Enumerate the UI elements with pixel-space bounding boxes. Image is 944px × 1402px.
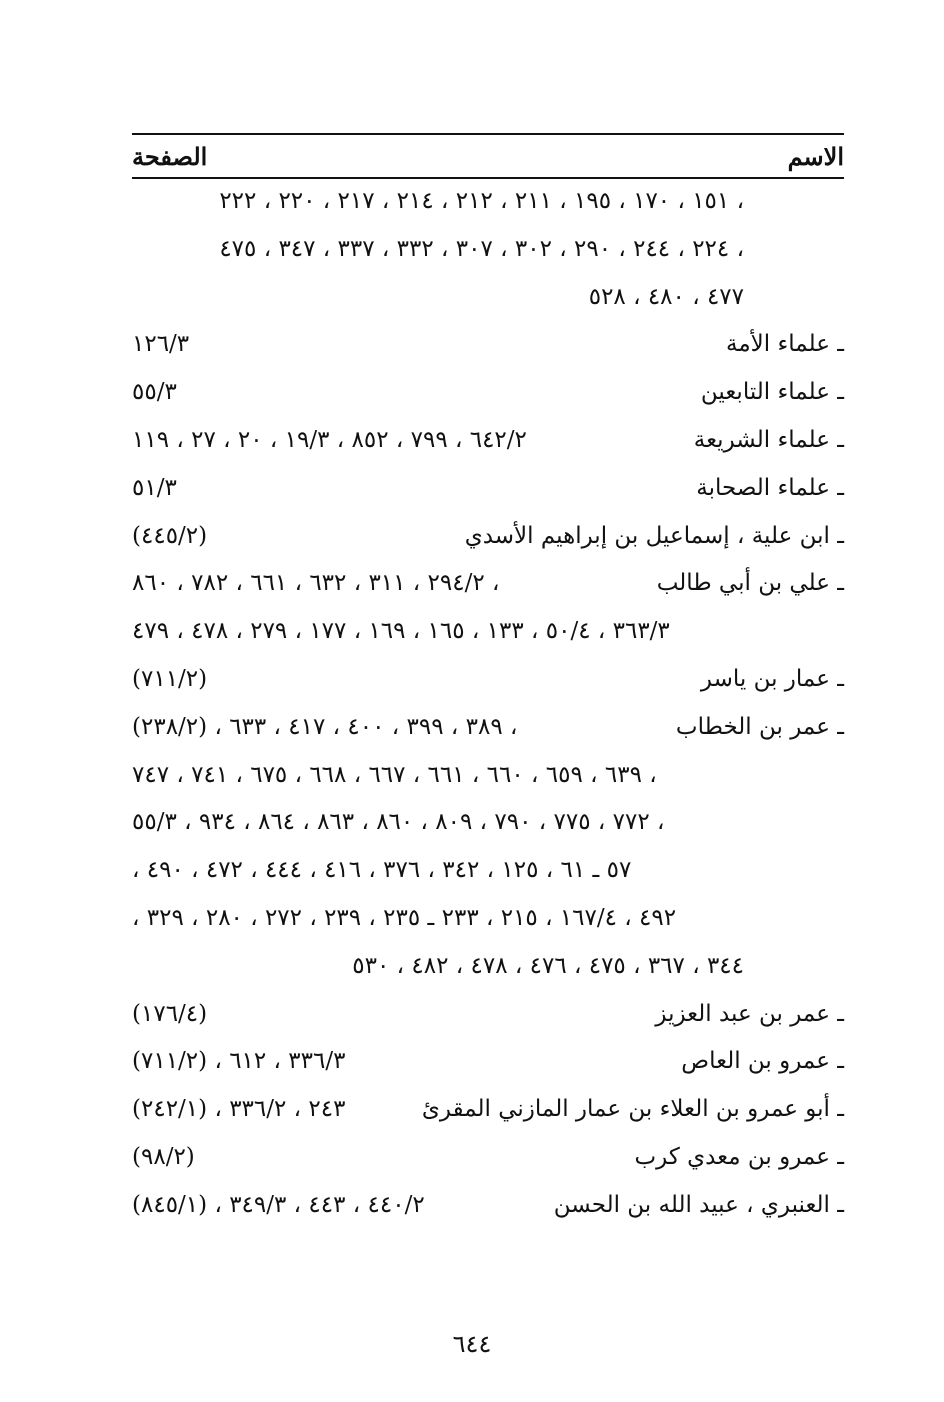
entry-pages: (٨٤٥/١) ، ٤٤٠/٢ ، ٤٤٣ ، ٣٤٩/٣ <box>132 1192 425 1218</box>
entry-pages: ٦٤٢/٢ ، ٧٩٩ ، ٨٥٢ ، ١٩/٣ ، ٢٠ ، ٢٧ ، ١١٩ <box>132 427 527 453</box>
entry-pages: ٥٧ ـ ٦١ ، ١٢٥ ، ٣٤٢ ، ٣٧٦ ، ٤١٦ ، ٤٤٤ ، ٤٧٢ ، ٤٩٠ ، <box>132 857 632 883</box>
entry-name: ـ عمار بن ياسر <box>700 666 844 692</box>
entry-pages: ٧٧٢ ، ٧٧٥ ، ٧٩٠ ، ٨٠٩ ، ٨٦٠ ، ٨٦٣ ، ٨٦٤ ، ٩٣٤ ، ٥٥/٣ ، <box>132 809 665 835</box>
entry-pages: (٧١١/٢) ، ٣٣٦/٣ ، ٦١٢ <box>132 1048 346 1074</box>
index-line <box>132 949 844 989</box>
entry-pages: (١٧٦/٤) <box>132 1001 208 1027</box>
index-line <box>132 327 844 367</box>
entry-pages: ٦٣٩ ، ٦٥٩ ، ٦٦٠ ، ٦٦١ ، ٦٦٧ ، ٦٦٨ ، ٦٧٥ ، ٧٤١ ، ٧٤٧ ، <box>132 762 657 788</box>
entry-name: ـ ابن علية ، إسماعيل بن إبراهيم الأسدي <box>464 523 844 549</box>
page-column-label: الصفحة <box>132 142 208 171</box>
index-line <box>132 423 844 463</box>
index-line <box>132 997 844 1037</box>
entry-pages: ٢٢٤ ، ٢٤٤ ، ٢٩٠ ، ٣٠٢ ، ٣٠٧ ، ٣٣٢ ، ٣٣٧ ، ٣٤٧ ، ٤٧٥ ، <box>219 236 744 262</box>
entry-pages: ٢٩٤/٢ ، ٣١١ ، ٦٣٢ ، ٦٦١ ، ٧٨٢ ، ٨٦٠ ، <box>132 570 500 596</box>
entry-name: ـ عمر بن عبد العزيز <box>655 1001 844 1027</box>
entry-pages: ١٥١ ، ١٧٠ ، ١٩٥ ، ٢١١ ، ٢١٢ ، ٢١٤ ، ٢١٧ ، ٢٢٠ ، ٢٢٢ ، <box>219 188 744 214</box>
index-line <box>132 853 844 893</box>
entry-name: ـ علماء التابعين <box>700 379 844 405</box>
index-line <box>132 1044 844 1084</box>
index-line <box>132 232 844 272</box>
entry-pages: ١٢٦/٣ <box>132 331 190 357</box>
index-line <box>132 1188 844 1228</box>
entry-name: ٤٧٧ ، ٤٨٠ ، ٥٢٨ <box>588 284 744 310</box>
entry-name: ـ عمرو بن العاص <box>681 1048 844 1074</box>
index-line <box>132 280 844 320</box>
entry-pages: (٧١١/٢) <box>132 666 208 692</box>
entry-pages: ٥٥/٣ <box>132 379 177 405</box>
index-line <box>132 471 844 511</box>
entry-name: ـ علماء الصحابة <box>696 475 844 501</box>
index-line <box>132 614 844 654</box>
entry-pages: ٥١/٣ <box>132 475 177 501</box>
entry-pages: ٤٩٢ ، ١٦٧/٤ ، ٢١٥ ، ٢٣٣ ـ ٢٣٥ ، ٢٣٩ ، ٢٧٢ ، ٢٨٠ ، ٣٢٩ ، <box>132 905 677 931</box>
entry-pages: (٢٣٨/٢) ، ٣٨٩ ، ٣٩٩ ، ٤٠٠ ، ٤١٧ ، ٦٣٣ ، <box>132 714 518 740</box>
index-line <box>132 662 844 702</box>
entry-pages: ٣٦٣/٣ ، ٥٠/٤ ، ١٣٣ ، ١٦٥ ، ١٦٩ ، ١٧٧ ، ٢٧٩ ، ٤٧٨ ، ٤٧٩ <box>132 618 670 644</box>
index-line <box>132 901 844 941</box>
entry-name: ـ علي بن أبي طالب <box>656 570 844 596</box>
entry-name: ـ عمر بن الخطاب <box>675 714 844 740</box>
entry-name: ٣٤٤ ، ٣٦٧ ، ٤٧٥ ، ٤٧٦ ، ٤٧٨ ، ٤٨٢ ، ٥٣٠ <box>352 953 744 979</box>
entry-pages: (٢٤٢/١) ، ٢٤٣ ، ٣٣٦/٢ <box>132 1096 346 1122</box>
index-line <box>132 1092 844 1132</box>
index-line <box>132 710 844 750</box>
entry-pages: (٤٤٥/٢) <box>132 523 208 549</box>
entry-pages: (٩٨/٢) <box>132 1144 195 1170</box>
index-line <box>132 805 844 845</box>
name-column-label: الاسم <box>787 142 844 171</box>
entry-name: ـ أبو عمرو بن العلاء بن عمار المازني المقرئ <box>421 1096 844 1122</box>
index-line <box>132 758 844 798</box>
index-line <box>132 566 844 606</box>
index-line <box>132 519 844 559</box>
entry-name: ـ علماء الشريعة <box>693 427 844 453</box>
index-line <box>132 1140 844 1180</box>
index-line <box>132 184 844 224</box>
page-number: ٦٤٤ <box>452 1330 492 1358</box>
entry-name: ـ علماء الأمة <box>726 331 844 357</box>
entry-name: ـ العنبري ، عبيد الله بن الحسن <box>553 1192 844 1218</box>
index-line <box>132 375 844 415</box>
entry-name: ـ عمرو بن معدي كرب <box>634 1144 844 1170</box>
